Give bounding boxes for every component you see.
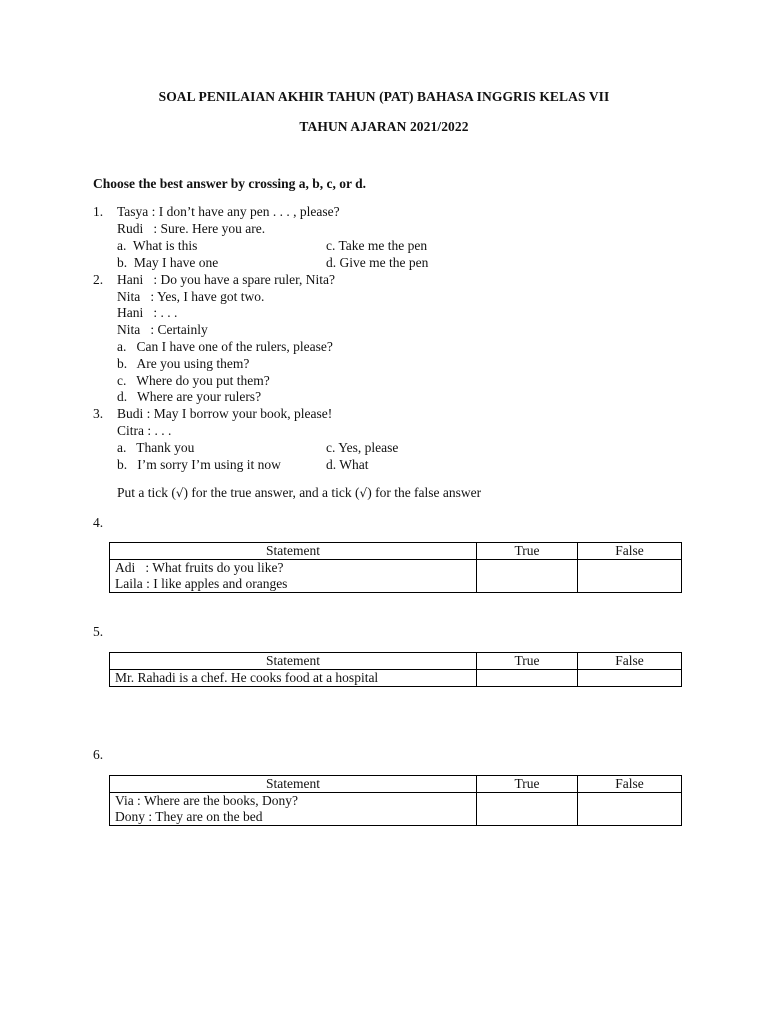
false-answer-cell[interactable]: [578, 670, 682, 687]
question-2-line-3: Hani : . . .: [117, 305, 178, 320]
true-header: True: [477, 543, 578, 560]
false-answer-cell[interactable]: [578, 793, 682, 826]
true-header: True: [477, 653, 578, 670]
question-3-line-1: Budi : May I borrow your book, please!: [117, 406, 333, 421]
question-3-number: 3.: [93, 406, 104, 421]
instruction-text: Choose the best answer by crossing a, b, c, or d.: [93, 176, 367, 191]
tick-instruction-part-1: Put a tick (: [117, 485, 176, 500]
question-1-option-a: a. What is this: [117, 238, 198, 253]
tick-instruction-part-3: ) for the false answer: [367, 485, 482, 500]
question-1-line-2: Rudi : Sure. Here you are.: [117, 221, 266, 236]
question-3-option-c: c. Yes, please: [326, 440, 399, 455]
check-mark-icon: √: [359, 486, 368, 500]
true-answer-cell[interactable]: [477, 560, 578, 593]
question-3-option-a: a. Thank you: [117, 440, 195, 455]
true-answer-cell[interactable]: [477, 793, 578, 826]
question-1-option-b: b. May I have one: [117, 255, 219, 270]
question-6-table: [109, 775, 682, 826]
question-4-number: 4.: [93, 515, 104, 530]
statement-header: Statement: [110, 776, 477, 793]
question-3-option-d: d. What: [326, 457, 369, 472]
statement-header: Statement: [110, 543, 477, 560]
question-2-line-1: Hani : Do you have a spare ruler, Nita?: [117, 272, 336, 287]
false-header: False: [578, 776, 682, 793]
question-1-line-1: Tasya : I don’t have any pen . . . , please?: [117, 204, 340, 219]
statement-line-2: Dony : They are on the bed: [115, 809, 263, 824]
tick-instruction: [117, 485, 481, 501]
statement-line-1: Via : Where are the books, Dony?: [115, 793, 299, 808]
question-1-number: 1.: [93, 204, 104, 219]
question-4-table: [109, 542, 682, 593]
statement-line-1: Adi : What fruits do you like?: [115, 560, 284, 575]
question-1-option-c: c. Take me the pen: [326, 238, 428, 253]
statement-cell: [110, 793, 477, 826]
statement-cell: [110, 670, 477, 687]
question-2-option-b: b. Are you using them?: [117, 356, 250, 371]
check-mark-icon: √: [175, 486, 184, 500]
question-2-option-d: d. Where are your rulers?: [117, 389, 262, 404]
false-header: False: [578, 543, 682, 560]
false-header: False: [578, 653, 682, 670]
question-2-number: 2.: [93, 272, 104, 287]
false-answer-cell[interactable]: [578, 560, 682, 593]
question-2-option-a: a. Can I have one of the rulers, please?: [117, 339, 333, 354]
question-6-number: 6.: [93, 747, 104, 762]
question-1-option-d: d. Give me the pen: [326, 255, 429, 270]
question-2-option-c: c. Where do you put them?: [117, 373, 270, 388]
statement-line-1: Mr. Rahadi is a chef. He cooks food at a hospital: [115, 670, 379, 685]
question-3-line-2: Citra : . . .: [117, 423, 172, 438]
question-5-number: 5.: [93, 624, 104, 639]
true-header: True: [477, 776, 578, 793]
question-3-option-b: b. I’m sorry I’m using it now: [117, 457, 281, 472]
statement-line-2: Laila : I like apples and oranges: [115, 576, 288, 591]
statement-cell: [110, 560, 477, 593]
question-2-line-2: Nita : Yes, I have got two.: [117, 289, 265, 304]
question-5-table: [109, 652, 682, 687]
statement-header: Statement: [110, 653, 477, 670]
document-title: SOAL PENILAIAN AKHIR TAHUN (PAT) BAHASA INGGRIS KELAS VII: [158, 89, 610, 104]
question-2-line-4: Nita : Certainly: [117, 322, 208, 337]
tick-instruction-part-2: ) for the true answer, and a tick (: [183, 485, 360, 500]
document-subtitle: TAHUN AJARAN 2021/2022: [299, 119, 469, 134]
true-answer-cell[interactable]: [477, 670, 578, 687]
